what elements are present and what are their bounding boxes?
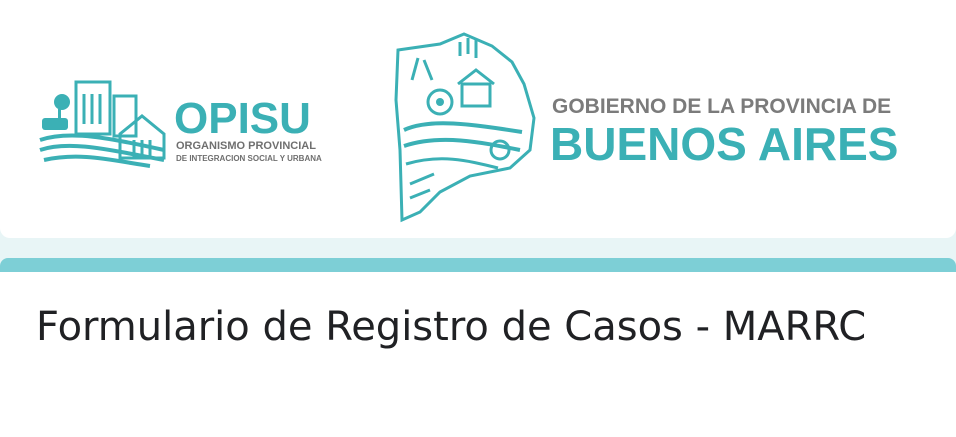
province-map-icon bbox=[396, 34, 534, 220]
opisu-emblem-icon bbox=[40, 82, 164, 166]
form-accent-bar bbox=[0, 258, 956, 272]
gov-logo-line1: GOBIERNO DE LA PROVINCIA DE bbox=[552, 95, 892, 118]
form-title: Formulario de Registro de Casos - MARRC bbox=[36, 304, 867, 350]
opisu-subtitle-line1: ORGANISMO PROVINCIAL bbox=[176, 140, 316, 152]
opisu-subtitle-line2: DE INTEGRACION SOCIAL Y URBANA bbox=[176, 154, 322, 163]
form-title-card bbox=[0, 272, 956, 437]
gov-logo-line2: BUENOS AIRES bbox=[550, 118, 899, 170]
opisu-name: OPISU bbox=[174, 94, 311, 143]
